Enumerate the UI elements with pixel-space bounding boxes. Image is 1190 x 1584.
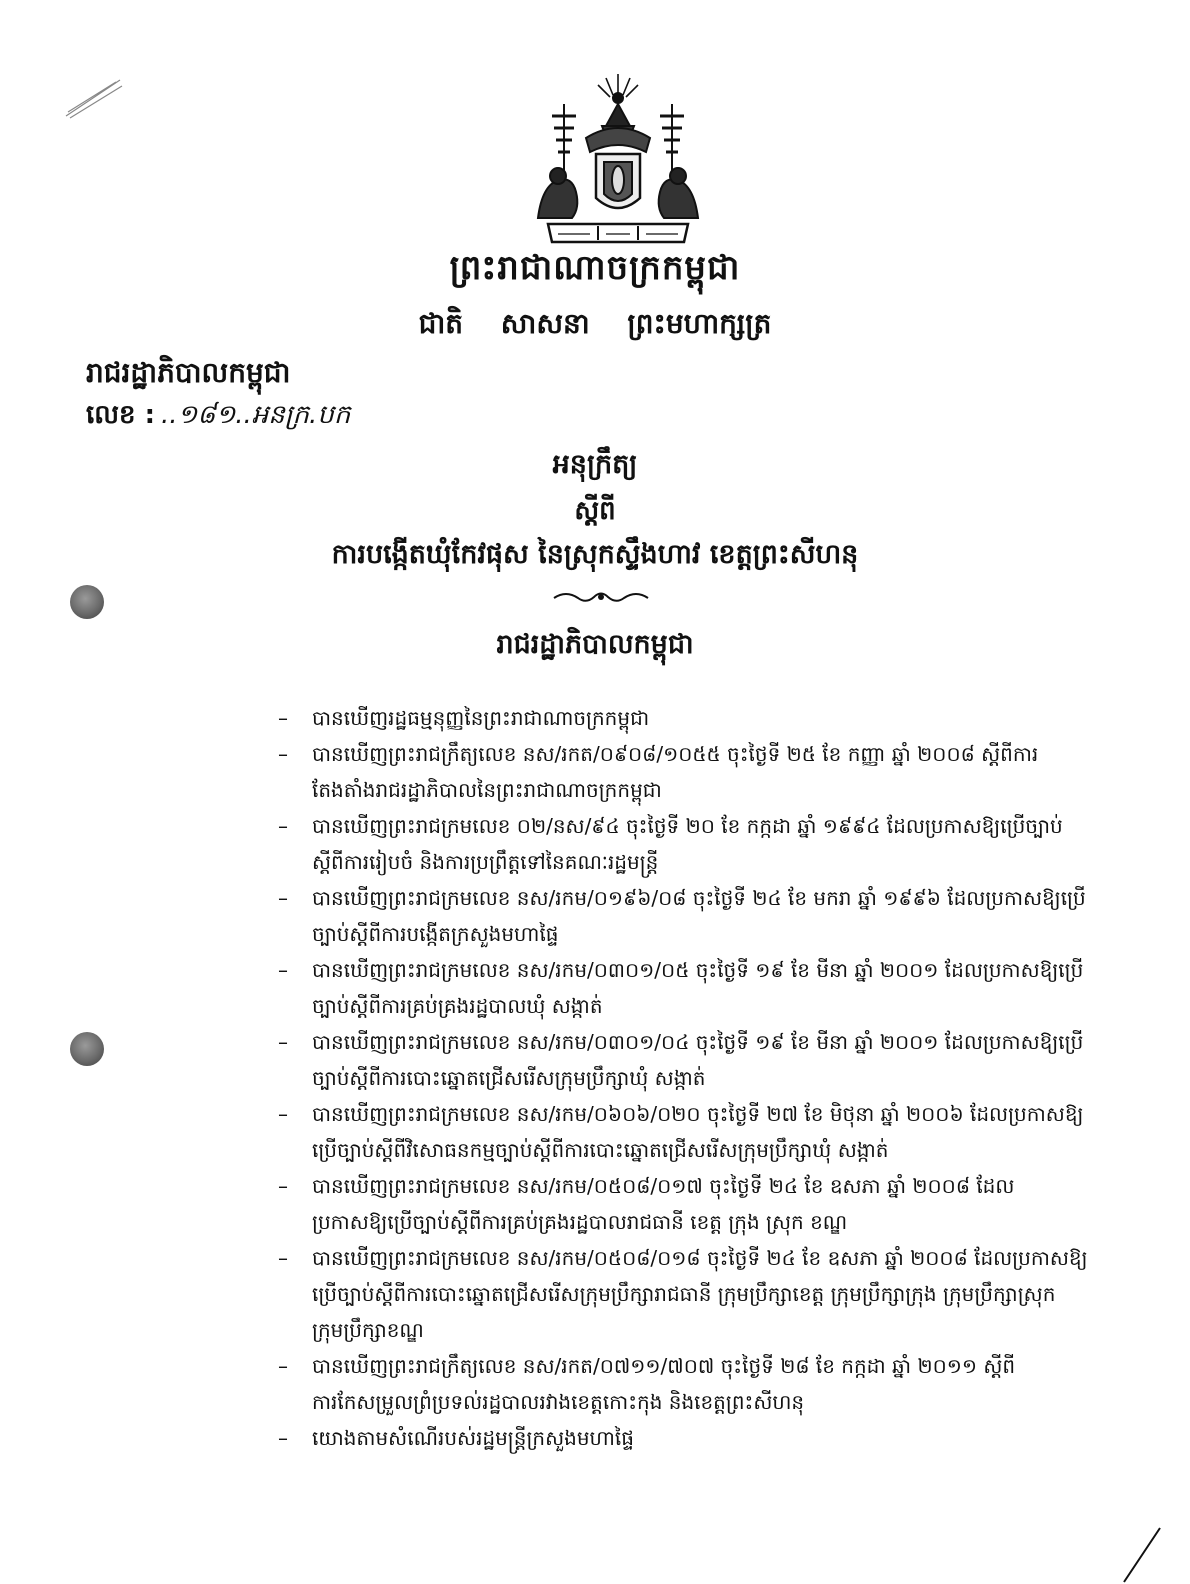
clause-item (278, 1240, 1088, 1348)
punch-hole-icon (70, 585, 104, 619)
clause-item (278, 808, 1088, 880)
kingdom-title: ព្រះរាជាណាចក្រកម្ពុជា (449, 248, 741, 288)
dash-bullet: – (278, 958, 288, 982)
punch-hole-icon (70, 1032, 104, 1066)
clause-text: យោងតាមសំណើរបស់រដ្ឋមន្ត្រីក្រសួងមហាផ្ទៃ (312, 1426, 634, 1450)
clause-text: បានឃើញព្រះរាជក្រមលេខ នស/រកម/០១៩៦/០៨ ចុះថ្ងៃទី ២៤ ខែ មករា ឆ្នាំ ១៩៩៦ ដែលប្រកាសឱ្យប្រើច្បាប់ស្តីពីការបង្កើតក្រសួងមហាផ្ទៃ (312, 886, 1086, 946)
document-subject: ការបង្កើតឃុំកែវផុស នៃស្រុកស្ទឹងហាវ ខេត្តព្រះសីហនុ (331, 539, 859, 570)
reference-label: លេខ : (86, 400, 155, 430)
clause-text: បានឃើញព្រះរាជក្រមលេខ នស/រកម/០៣០១/០៤ ចុះថ្ងៃទី ១៩ ខែ មីនា ឆ្នាំ ២០០១ ដែលប្រកាសឱ្យប្រើច្បាប់ស្តីពីការបោះឆ្នោតជ្រើសរើសក្រុមប្រឹក្សាឃុំ សង្កាត់ (312, 1030, 1084, 1090)
clause-text: បានឃើញព្រះរាជក្រមលេខ នស/រកម/០៥០៨/០១៨ ចុះថ្ងៃទី ២៤ ខែ ឧសភា ឆ្នាំ ២០០៨ ដែលប្រកាសឱ្យប្រើច្បាប់ស្តីពីការបោះឆ្នោតជ្រើសរើសក្រុមប្រឹក្សារាជធានី ក្រុមប្រឹក្សាខេត្ត ក្រុមប្រឹក្សាក្រុង ក្រុមប្រឹក្សាស្រុក ក្រុមប្រឹក្សាខណ្ឌ (312, 1246, 1088, 1342)
clause-item (278, 880, 1088, 952)
clause-item (278, 736, 1088, 808)
reference-number: ..១៨១..អនក្រ.បក (160, 400, 351, 430)
dash-bullet: – (278, 1246, 288, 1270)
reference-number-line (86, 398, 350, 436)
dash-bullet: – (278, 886, 288, 910)
clause-text: បានឃើញព្រះរាជក្រឹត្យលេខ នស/រកត/០៧១១/៧០៧ ចុះថ្ងៃទី ២៨ ខែ កក្កដា ឆ្នាំ ២០១១ ស្តីពីការកែសម្រួលព្រំប្រទល់រដ្ឋបាលរវាងខេត្តកោះកុង និងខេត្តព្រះសីហនុ (312, 1354, 1016, 1414)
clause-text: បានឃើញព្រះរាជក្រមលេខ នស/រកម/០៣០១/០៥ ចុះថ្ងៃទី ១៩ ខែ មីនា ឆ្នាំ ២០០១ ដែលប្រកាសឱ្យប្រើច្បាប់ស្តីពីការគ្រប់គ្រងរដ្ឋបាលឃុំ សង្កាត់ (312, 958, 1084, 1018)
ornament-flourish-icon (552, 586, 650, 608)
royal-emblem-icon (528, 68, 708, 250)
national-motto: ជាតិ សាសនា ព្រះមហាក្សត្រ (418, 307, 772, 340)
preamble-clauses (278, 700, 1088, 1456)
pen-stroke-icon (1120, 1524, 1164, 1584)
clause-text: បានឃើញព្រះរាជក្រមលេខ នស/រកម/០៥០៨/០១៧ ចុះថ្ងៃទី ២៤ ខែ ឧសភា ឆ្នាំ ២០០៨ ដែលប្រកាសឱ្យប្រើច្បាប់ស្តីពីការគ្រប់គ្រងរដ្ឋបាលរាជធានី ខេត្ត ក្រុង ស្រុក ខណ្ឌ (312, 1174, 1015, 1234)
clause-item (278, 1024, 1088, 1096)
dash-bullet: – (278, 1354, 288, 1378)
issuer-name: រាជរដ្ឋាភិបាលកម្ពុជា (86, 356, 291, 389)
dash-bullet: – (278, 1426, 288, 1450)
clause-item (278, 1096, 1088, 1168)
clause-text: បានឃើញព្រះរាជក្រមលេខ ០២/នស/៩៤ ចុះថ្ងៃទី ២០ ខែ កក្កដា ឆ្នាំ ១៩៩៤ ដែលប្រកាសឱ្យប្រើច្បាប់ស្តីពីការរៀបចំ និងការប្រព្រឹត្តទៅនៃគណៈរដ្ឋមន្ត្រី (312, 814, 1063, 874)
clause-item (278, 1348, 1088, 1420)
clause-item (278, 1420, 1088, 1456)
dash-bullet: – (278, 706, 288, 730)
dash-bullet: – (278, 1030, 288, 1054)
dash-bullet: – (278, 1174, 288, 1198)
dash-bullet: – (278, 1102, 288, 1126)
pencil-mark-icon (62, 72, 132, 122)
document-type: អនុក្រឹត្យ (552, 449, 638, 480)
clause-item (278, 700, 1088, 736)
government-heading: រាជរដ្ឋាភិបាលកម្ពុជា (496, 629, 694, 660)
clause-text: បានឃើញព្រះរាជក្រមលេខ នស/រកម/០៦០៦/០២០ ចុះថ្ងៃទី ២៧ ខែ មិថុនា ឆ្នាំ ២០០៦ ដែលប្រកាសឱ្យប្រើច្បាប់ស្តីពីវិសោធនកម្មច្បាប់ស្តីពីការបោះឆ្នោតជ្រើសរើសក្រុមប្រឹក្សាឃុំ សង្កាត់ (312, 1102, 1084, 1162)
clause-item (278, 1168, 1088, 1240)
clause-item (278, 952, 1088, 1024)
dash-bullet: – (278, 742, 288, 766)
dash-bullet: – (278, 814, 288, 838)
clause-text: បានឃើញព្រះរាជក្រឹត្យលេខ នស/រកត/០៩០៨/១០៥៥ ចុះថ្ងៃទី ២៥ ខែ កញ្ញា ឆ្នាំ ២០០៨ ស្តីពីការតែងតាំងរាជរដ្ឋាភិបាលនៃព្រះរាជាណាចក្រកម្ពុជា (312, 742, 1039, 802)
about-label: ស្តីពី (574, 496, 616, 526)
clause-text: បានឃើញរដ្ឋធម្មនុញ្ញនៃព្រះរាជាណាចក្រកម្ពុជា (312, 706, 650, 730)
